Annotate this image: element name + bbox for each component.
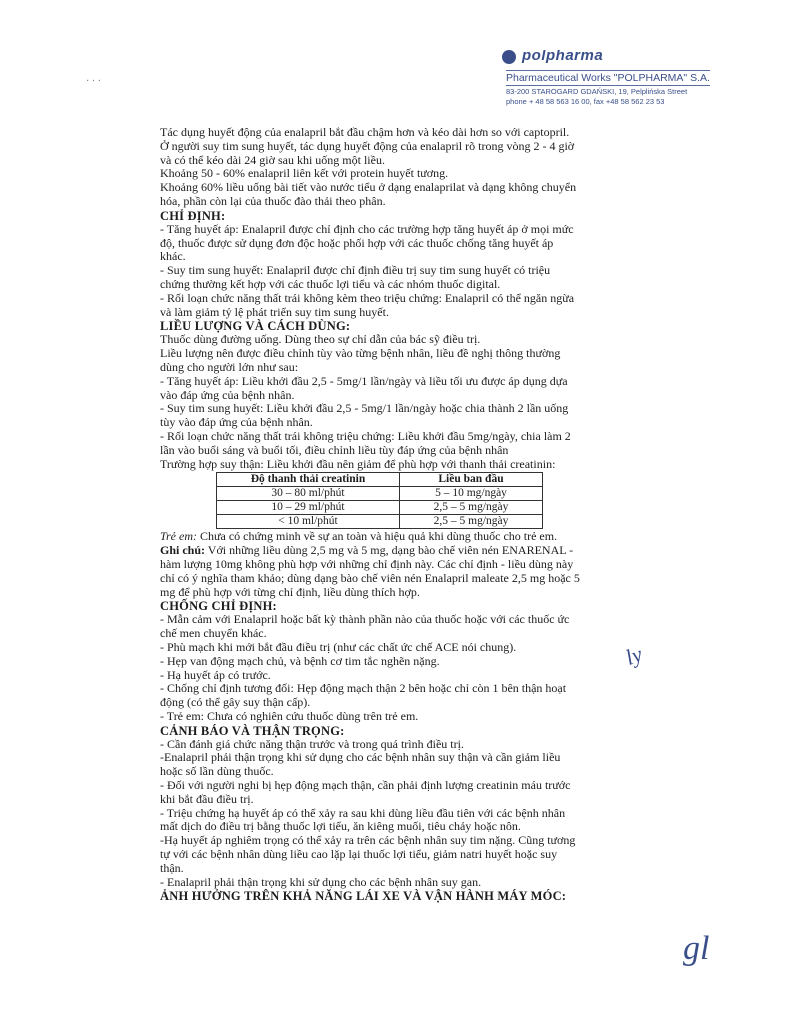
- dosage-note: [160, 544, 580, 599]
- stamp-brand: polpharma: [522, 50, 604, 64]
- contraindication-item: - Hẹp van động mạch chủ, và bệnh cơ tim tắc nghẽn nặng.: [160, 653, 440, 668]
- dosage-item: Liều lượng nên được điều chỉnh tùy vào từng bệnh nhân, liều đề nghị thông thường dùng cho người lớn như sau:: [160, 346, 561, 374]
- stamp-address: 83-200 STAROGARD GDAŃSKI, 19, Pelplińska Street: [506, 87, 688, 96]
- dosage-heading: LIỀU LƯỢNG VÀ CÁCH DÙNG:: [160, 319, 351, 334]
- driving-heading: ẢNH HƯỞNG TRÊN KHẢ NĂNG LÁI XE VÀ VẬN HÀNH MÁY MÓC:: [160, 889, 567, 904]
- contraindication-item: - Chống chỉ định tương đối: Hẹp động mạch thận 2 bên hoặc chỉ còn 1 bên thận hoạt động (có thể gây suy thận cấp).: [160, 681, 567, 710]
- table-cell: < 10 ml/phút: [217, 515, 400, 529]
- dosage-item: - Rối loạn chức năng thất trái không triệu chứng: Liều khởi đầu 5mg/ngày, chia làm 2 lần vào buổi sáng và buổi tối, điều chỉnh liều tùy đáp ứng của bệnh nhân: [160, 428, 571, 457]
- document-body: [160, 126, 580, 903]
- children-text: Chưa có chứng minh về sự an toàn và hiệu quả khi dùng thuốc cho trẻ em.: [197, 529, 558, 544]
- indications-heading: CHỈ ĐỊNH:: [160, 208, 226, 223]
- pk-paragraph: Tác dụng huyết động của enalapril bắt đầu chậm hơn và kéo dài hơn so với captopril. Ở người suy tim sung huyết, tác dụng huyết động của enalapril rõ trong vòng 2 - 4 giờ và có thể kéo dài 24 giờ sau khi uống một liều.: [160, 125, 575, 167]
- table-header-row: [217, 473, 543, 487]
- indication-item: - Suy tim sung huyết: Enalapril được chỉ định điều trị suy tim sung huyết có triệu chứng thường kết hợp với các thuốc lợi tiểu và các nhóm thuốc digital.: [160, 263, 551, 291]
- table-cell: 2,5 – 5 mg/ngày: [400, 501, 543, 515]
- stamp-company: Pharmaceutical Works "POLPHARMA" S.A.: [506, 72, 710, 84]
- contraindication-item: - Trẻ em: Chưa có nghiên cứu thuốc dùng trên trẻ em.: [160, 708, 419, 723]
- polpharma-logo-icon: [502, 50, 516, 64]
- contraindications-heading: CHỐNG CHỈ ĐỊNH:: [160, 599, 277, 614]
- note-text: Với những liều dùng 2,5 mg và 5 mg, dạng bào chế viên nén ENARENAL - hàm lượng 10mg không phù hợp với những chỉ định này. Các chỉ định - liều dùng này chỉ có ý nghĩa tham khảo; dùng dạng bào chế viên nén Enalapril maleate 2,5 mg hoặc 5 mg để phù hợp với từng chỉ định, liều dùng thích hợp.: [160, 543, 580, 599]
- pk-paragraph: Khoảng 60% liều uống bài tiết vào nước tiểu ở dạng enalaprilat và dạng không chuyển hóa, phần còn lại của thuốc đào thải theo phân.: [160, 180, 577, 208]
- warning-item: - Enalapril phải thận trọng khi sử dụng cho các bệnh nhân suy gan.: [160, 874, 482, 889]
- warning-item: - Triệu chứng hạ huyết áp có thể xảy ra sau khi dùng liều đầu tiên với các bệnh nhân mất dịch do điều trị bằng thuốc lợi tiểu, ăn kiêng muối, tiêu chảy hoặc nôn.: [160, 805, 566, 834]
- table-cell: 2,5 – 5 mg/ngày: [400, 515, 543, 529]
- table-row: [217, 501, 543, 515]
- indication-item: - Tăng huyết áp: Enalapril được chỉ định cho các trường hợp tăng huyết áp ở mọi mức độ, thuốc được sử dụng đơn độc hoặc phối hợp với các thuốc chống tăng huyết áp khác.: [160, 221, 574, 264]
- table-header-cell: Độ thanh thải creatinin: [217, 473, 400, 487]
- contraindication-item: - Mẫn cảm với Enalapril hoặc bất kỳ thành phần nào của thuốc hoặc với các thuốc ức chế men chuyển khác.: [160, 612, 570, 641]
- table-header-cell: Liều ban đầu: [400, 473, 543, 487]
- warnings-heading: CẢNH BÁO VÀ THẬN TRỌNG:: [160, 723, 345, 738]
- note-label: Ghi chú:: [160, 543, 206, 558]
- table-cell: 5 – 10 mg/ngày: [400, 487, 543, 501]
- contraindication-item: - Hạ huyết áp có trước.: [160, 667, 271, 682]
- pk-paragraph: Khoảng 50 - 60% enalapril liên kết với protein huyết tương.: [160, 166, 449, 181]
- table-row: [217, 515, 543, 529]
- dosage-item: Thuốc dùng đường uống. Dùng theo sự chỉ dẫn của bác sỹ điều trị.: [160, 332, 481, 347]
- manufacturer-stamp: [500, 50, 799, 108]
- scan-specks: · · ·: [86, 76, 101, 87]
- warning-item: - Đối với người nghi bị hẹp động mạch thận, cần phải định lượng creatinin máu trước khi bắt đầu điều trị.: [160, 778, 571, 806]
- dosage-item: - Suy tim sung huyết: Liều khởi đầu 2,5 - 5mg/1 lần/ngày hoặc chia thành 2 lần uống tùy vào đáp ứng của bệnh nhân.: [160, 401, 569, 430]
- stamp-phone: phone + 48 58 563 16 00, fax +48 58 562 23 53: [506, 97, 665, 106]
- children-note: [160, 530, 580, 544]
- table-cell: 30 – 80 ml/phút: [217, 487, 400, 501]
- dosage-item: Trường hợp suy thận: Liều khởi đầu nên giảm để phù hợp với thanh thải creatinin:: [160, 456, 556, 471]
- handwritten-initial-bottom: gl: [683, 930, 710, 967]
- table-row: [217, 487, 543, 501]
- renal-dose-table: [216, 472, 543, 529]
- handwritten-initial-mid: ly: [622, 641, 646, 670]
- warning-item: -Enalapril phải thận trọng khi sử dụng cho các bệnh nhân suy thận và cần giảm liều hoặc số lần dùng thuốc.: [160, 750, 561, 779]
- indication-item: - Rối loạn chức năng thất trái không kèm theo triệu chứng: Enalapril có thể ngăn ngừa và làm giảm tỷ lệ phát triển suy tim sung huyết.: [160, 290, 575, 319]
- warning-item: -Hạ huyết áp nghiêm trọng có thể xảy ra trên các bệnh nhân suy tim nặng. Cũng tương tự với các bệnh nhân dùng liều cao lặp lại thuốc lợi tiểu, giảm natri huyết hoặc suy thận.: [160, 833, 576, 875]
- dosage-item: - Tăng huyết áp: Liều khởi đầu 2,5 - 5mg/1 lần/ngày và liều tối ưu được áp dụng dựa vào đáp ứng của bệnh nhân.: [160, 373, 568, 402]
- warning-item: - Cần đánh giá chức năng thận trước và trong quá trình điều trị.: [160, 736, 464, 751]
- contraindication-item: - Phù mạch khi mới bắt đầu điều trị (như các chất ức chế ACE nói chung).: [160, 639, 517, 654]
- table-cell: 10 – 29 ml/phút: [217, 501, 400, 515]
- children-label: Trẻ em:: [160, 529, 197, 544]
